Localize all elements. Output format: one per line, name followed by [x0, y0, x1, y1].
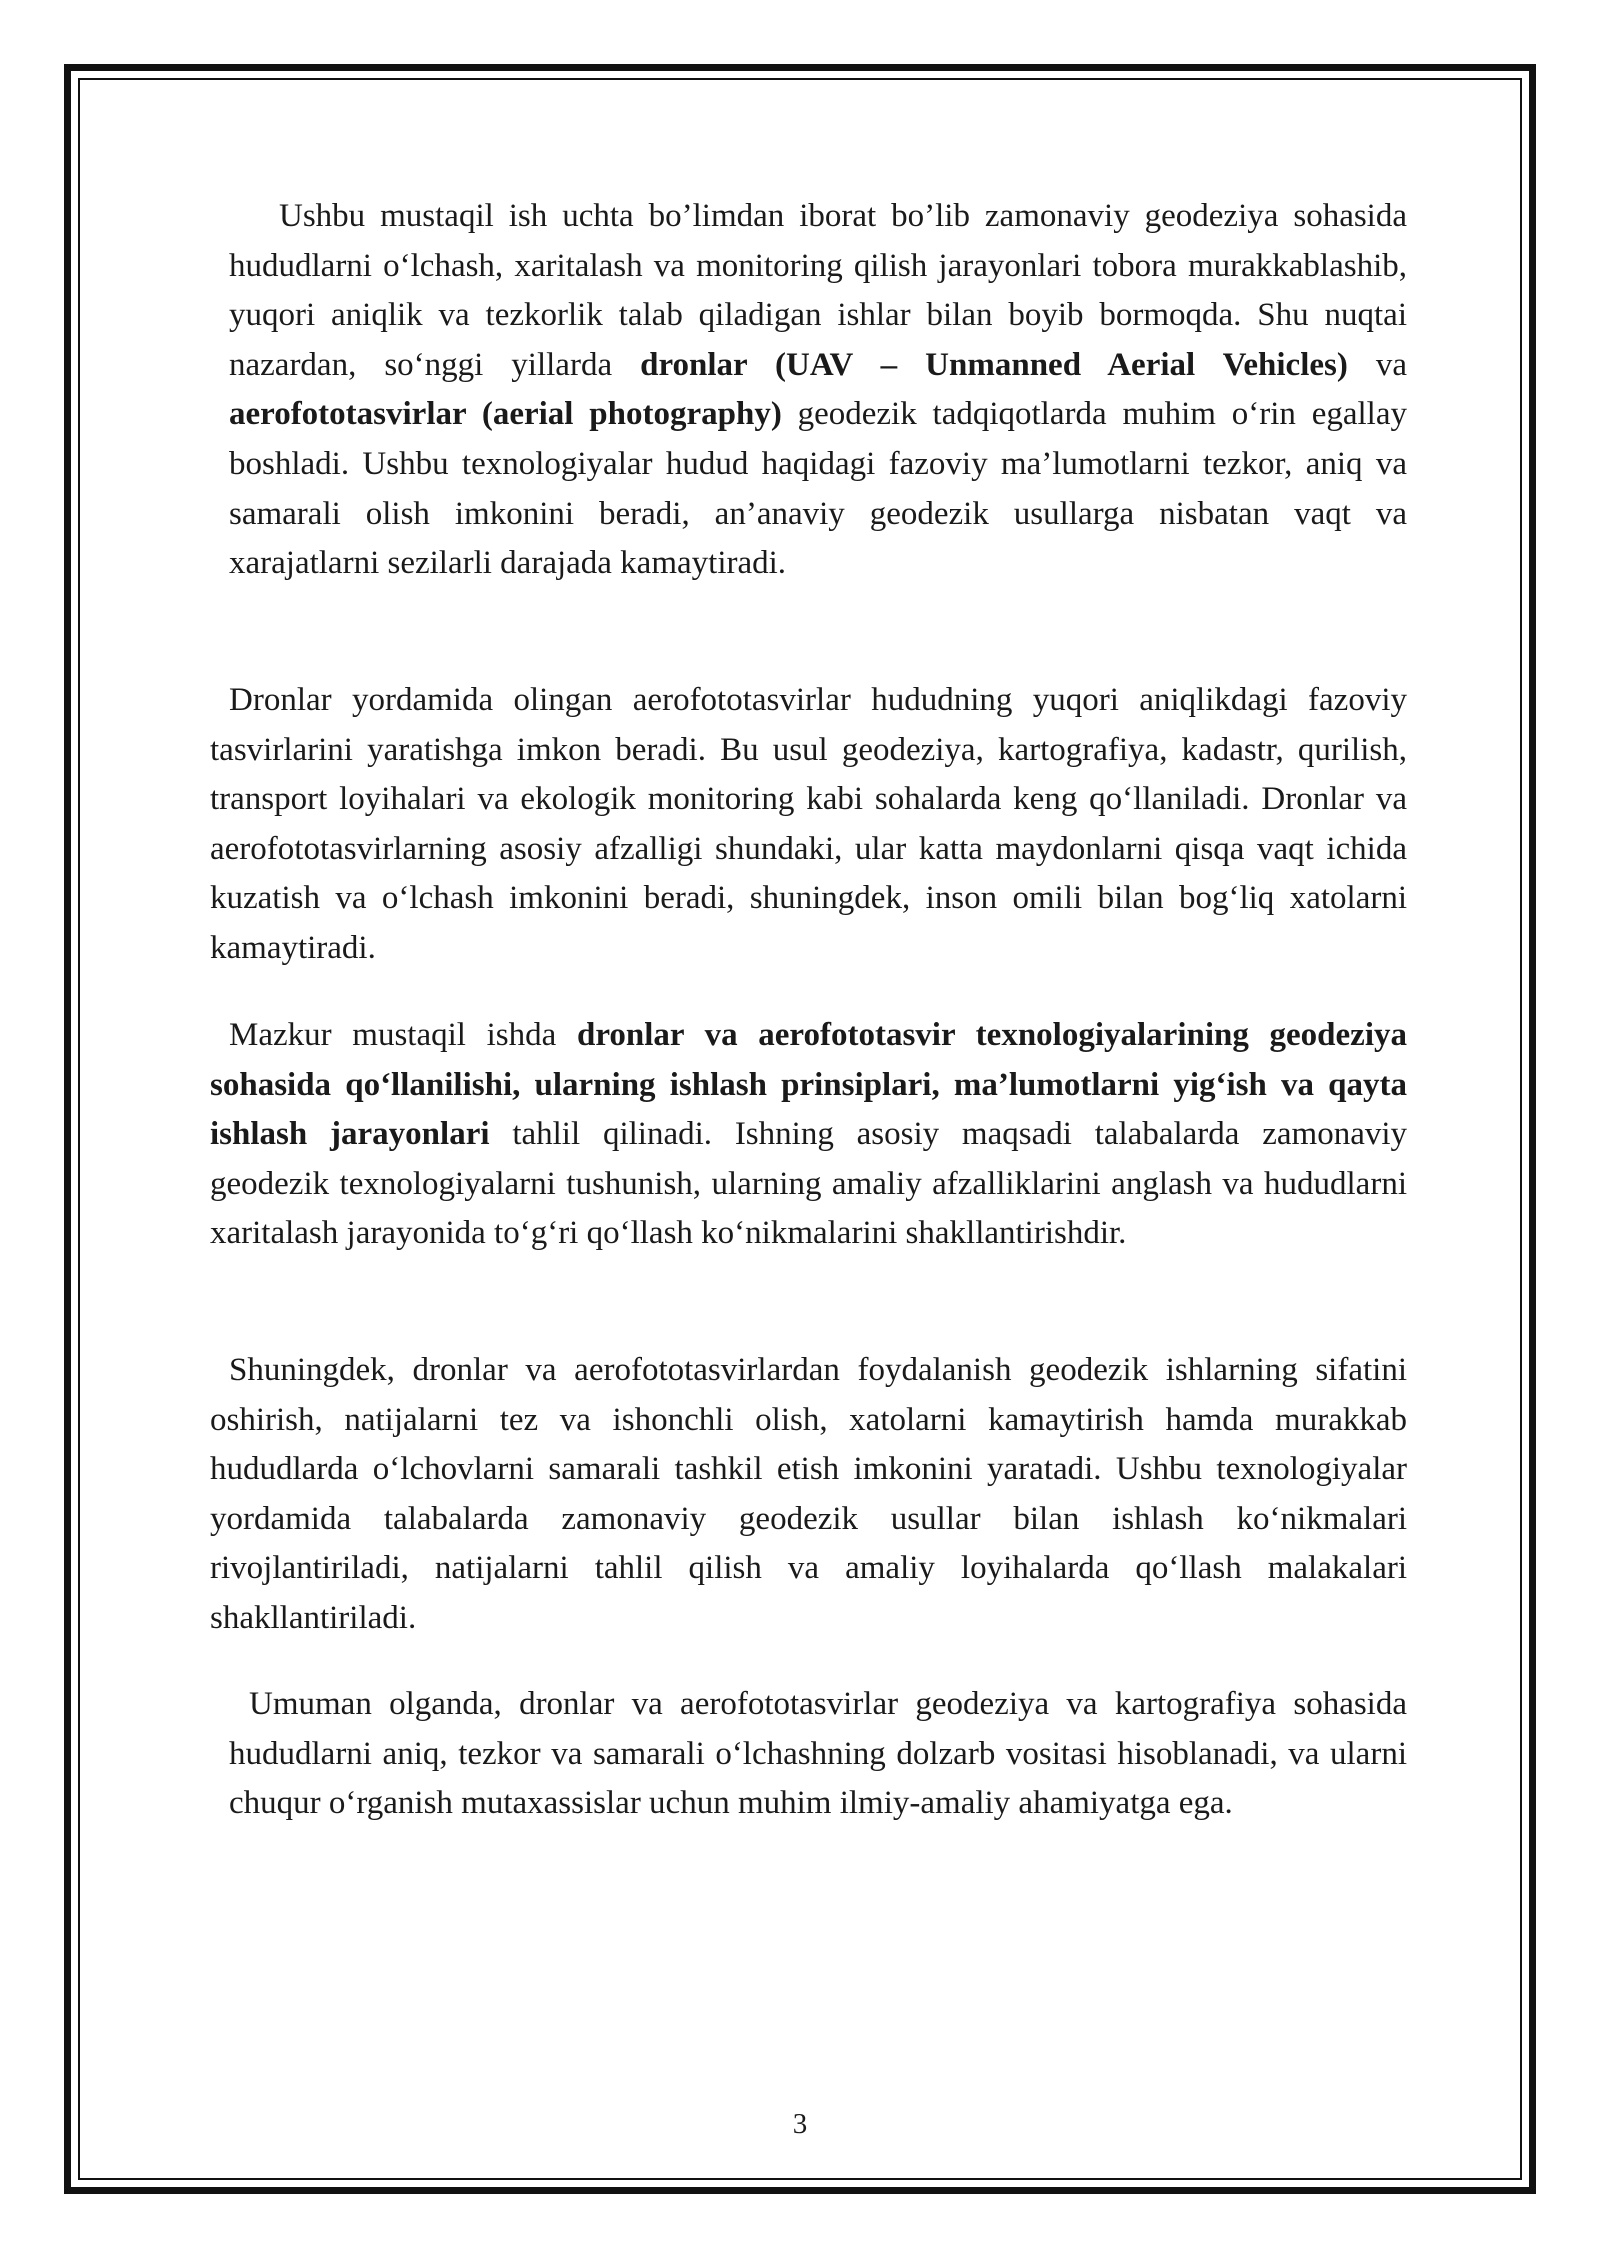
page-number: 3: [792, 2108, 808, 2140]
paragraph-1: [229, 192, 1407, 589]
paragraph-4: [210, 1346, 1407, 1644]
paragraph-1-text: geodezik tadqiqotlarda muhim o‘rin egallay boshladi. Ushbu texnologiyalar hudud haqidagi fazoviy ma’lumotlarni tezkor, aniq va samarali olish imkonini beradi, an’anaviy geodezik usullarga nisbatan vaqt va xarajatlarni sezilarli darajada kamaytiradi.: [229, 396, 1407, 582]
paragraph-2: [210, 676, 1407, 974]
paragraph-2-text: Dronlar yordamida olingan aerofototasvirlar hududning yuqori aniqlikdagi fazoviy tasvirlarini yaratishga imkon beradi. Bu usul geodeziya, kartografiya, kadastr, qurilish, transport loyihalari va ekologik monitoring kabi sohalarda keng qo‘llaniladi. Dronlar va aerofototasvirlarning asosiy afzalligi shundaki, ular katta maydonlarni qisqa vaqt ichida kuzatish va o‘lchash imkonini beradi, shuningdek, inson omili bilan bog‘liq xatolarni kamaytiradi.: [210, 682, 1407, 966]
paragraph-4-text: Shuningdek, dronlar va aerofototasvirlardan foydalanish geodezik ishlarning sifatini oshirish, natijalarni tez va ishonchli olish, xatolarni kamaytirish hamda murakkab hududlarda o‘lchovlarni samarali tashkil etish imkonini yaratadi. Ushbu texnologiyalar yordamida talabalarda zamonaviy geodezik usullar bilan ishlash ko‘nikmalari rivojlantiriladi, natijalarni tahlil qilish va amaliy loyihalarda qo‘llash malakalari shakllantiriladi.: [210, 1352, 1407, 1636]
paragraph-1-bold-aerial: aerofototasvirlar (aerial photography): [229, 396, 782, 433]
paragraph-5-text: Umuman olganda, dronlar va aerofototasvirlar geodeziya va kartografiya sohasida hududlarni aniq, tezkor va samarali o‘lchashning dolzarb vositasi hisoblanadi, va ularni chuqur o‘rganish mutaxassislar uchun muhim ilmiy-amaliy ahamiyatga ega.: [229, 1686, 1407, 1822]
paragraph-3-text: Mazkur mustaqil ishda: [229, 1017, 577, 1053]
paragraph-5: [229, 1680, 1407, 1829]
paragraph-3-text: tahlil qilinadi. Ishning asosiy maqsadi talabalarda zamonaviy geodezik texnologiyalarni tushunish, ularning amaliy afzalliklarini anglash va hududlarni xaritalash jarayonida to‘g‘ri qo‘llash ko‘nikmalarini shakllantirishdir.: [210, 1116, 1408, 1252]
paragraph-1-bold-drones: dronlar (UAV – Unmanned Aerial Vehicles): [640, 346, 1348, 383]
paragraph-1-text: va: [1347, 346, 1407, 383]
paragraph-1-text: Ushbu mustaqil ish uchta bo’limdan iborat bo’lib zamonaviy geodeziya sohasida hududlarni o‘lchash, xaritalash va monitoring qilish jarayonlari tobora murakkablashib, yuqori aniqlik va tezkorlik talab qiladigan ishlar bilan boyib bormoqda. Shu nuqtai nazardan, so‘nggi yillarda: [229, 198, 1407, 383]
paragraph-3-bold-topic: dronlar va aerofototasvir texnologiyalarining geodeziya sohasida qo‘llanilishi, ularning ishlash prinsiplari, ma’lumotlarni yig‘ish va qayta ishlash jarayonlari: [210, 1017, 1407, 1153]
paragraph-3: [210, 1011, 1407, 1259]
